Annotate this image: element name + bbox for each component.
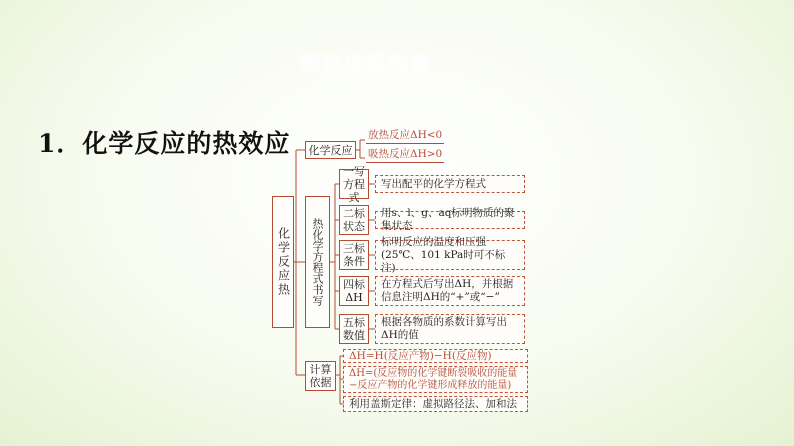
calc-item-2: [343, 366, 528, 393]
step-5-desc-text: 根据各物质的系数计算写出ΔH的值: [381, 316, 507, 341]
step-1: [339, 164, 369, 204]
step-2-desc: [375, 207, 525, 232]
step-3-desc-text: 标明反应的温度和压强(25℃、101 kPa时可不标注): [381, 235, 506, 274]
branch-equation: [305, 196, 330, 328]
step-3: [339, 240, 369, 270]
step-3-label: 三标条件: [343, 242, 365, 268]
root-node: [272, 196, 294, 328]
branch-calc: [305, 361, 336, 391]
step-4-label: 四标ΔH: [343, 278, 365, 304]
reaction-item-exo: 放热反应ΔH<0: [366, 127, 444, 144]
step-2-label: 二标状态: [343, 207, 365, 233]
step-5-desc: [375, 314, 525, 344]
calc-item-2-text: ΔH=(反应物的化学键断裂吸收的能量−反应产物的化学键形成释放的能量): [349, 367, 518, 391]
step-2: [339, 205, 369, 235]
step-5-label: 五标数值: [343, 316, 365, 342]
step-1-desc: [375, 175, 525, 193]
calc-item-1-text: ΔH=H(反应产物)−H(反应物): [349, 349, 492, 362]
step-1-label: 一写方程式: [343, 164, 365, 204]
calc-item-1: [343, 349, 528, 363]
reaction-item-endo: 吸热反应ΔH>0: [366, 146, 444, 163]
calc-item-3: [343, 396, 528, 412]
page-title: 1．化学反应的热效应: [38, 129, 291, 158]
step-4-desc-text: 在方程式后写出ΔH，并根据信息注明ΔH的“+”或“−”: [381, 278, 514, 303]
step-2-desc-text: 用s、l、g、aq标明物质的聚集状态: [381, 207, 515, 232]
step-3-desc: [375, 235, 525, 274]
step-5: [339, 314, 369, 344]
branch-reaction-label: 化学反应: [308, 143, 353, 157]
step-4-desc: [375, 276, 525, 306]
step-4: [339, 276, 369, 306]
branch-equation-label: 热化学方程式书写: [311, 218, 324, 306]
root-label: 化学反应热: [276, 227, 291, 297]
step-1-desc-text: 写出配平的化学方程式: [381, 177, 486, 190]
branch-reaction: [305, 141, 356, 159]
calc-item-3-text: 利用盖斯定律：虚拟路径法、加和法: [349, 397, 517, 410]
section-banner: 知识体系构建: [300, 52, 432, 76]
branch-calc-label: 计算依据: [309, 363, 332, 389]
